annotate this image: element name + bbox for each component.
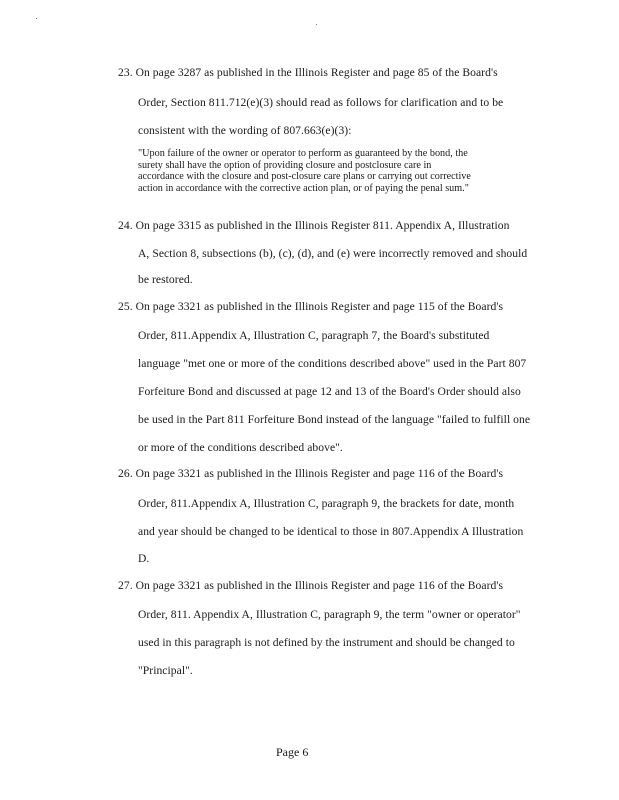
scan-speck	[316, 24, 317, 25]
item-27-line-2: Order, 811. Appendix A, Illustration C, paragraph 9, the term "owner or operator"	[138, 608, 521, 621]
item-23-quote	[138, 148, 538, 194]
quote-line-3: accordance with the closure and post-closure care plans or carrying out corrective	[138, 171, 471, 183]
item-27-line-4: "Principal".	[138, 664, 193, 677]
quote-line-1: "Upon failure of the owner or operator to perform as guaranteed by the bond, the	[138, 148, 468, 159]
item-26-line-3: and year should be changed to be identical to those in 807.Appendix A Illustration	[138, 525, 524, 538]
item-25-line-1: 25. On page 3321 as published in the Illinois Register and page 115 of the Board's	[118, 300, 504, 313]
item-25-line-5: be used in the Part 811 Forfeiture Bond instead of the language "failed to fulfill one	[138, 413, 531, 426]
item-26-line-4: D.	[138, 552, 150, 565]
item-27-line-3: used in this paragraph is not defined by the instrument and should be changed to	[138, 636, 515, 649]
page-number: Page 6	[276, 745, 309, 759]
scan-speck	[36, 18, 37, 19]
item-26-line-1: 26. On page 3321 as published in the Illinois Register and page 116 of the Board's	[118, 467, 504, 480]
item-24-line-3: be restored.	[138, 273, 193, 286]
quote-line-4: action in accordance with the corrective action plan, or of paying the penal sum."	[138, 182, 469, 194]
item-24-line-1: 24. On page 3315 as published in the Illinois Register 811. Appendix A, Illustration	[118, 219, 510, 232]
quote-line-2: surety shall have the option of providing closure and postclosure care in	[138, 159, 432, 171]
item-25-line-2: Order, 811.Appendix A, Illustration C, paragraph 7, the Board's substituted	[138, 329, 490, 342]
item-26-line-2: Order, 811.Appendix A, Illustration C, paragraph 9, the brackets for date, month	[138, 497, 515, 510]
item-24-line-2: A, Section 8, subsections (b), (c), (d), and (e) were incorrectly removed and should	[138, 247, 528, 260]
item-25-line-6: or more of the conditions described above".	[138, 441, 343, 454]
item-25-line-4: Forfeiture Bond and discussed at page 12 and 13 of the Board's Order should also	[138, 385, 521, 398]
item-23-line-1: 23. On page 3287 as published in the Illinois Register and page 85 of the Board's	[118, 66, 498, 79]
item-23-line-3: consistent with the wording of 807.663(e)(3):	[138, 124, 352, 137]
item-23-line-2: Order, Section 811.712(e)(3) should read as follows for clarification and to be	[138, 96, 504, 109]
item-27-line-1: 27. On page 3321 as published in the Illinois Register and page 116 of the Board's	[118, 579, 504, 592]
item-25-line-3: language "met one or more of the conditions described above" used in the Part 807	[138, 357, 527, 370]
